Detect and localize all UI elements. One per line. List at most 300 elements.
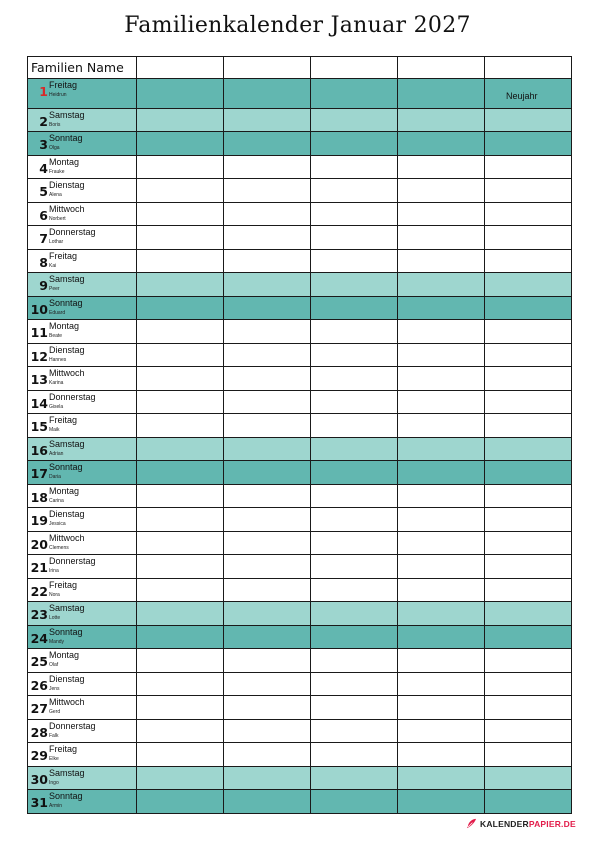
entry-cell[interactable]	[137, 437, 224, 461]
name-day-label: Daria	[49, 474, 61, 480]
entry-cell[interactable]	[485, 508, 572, 532]
entry-cell[interactable]	[224, 602, 311, 626]
name-day-label: Gisela	[49, 403, 64, 410]
weekday-label: Dienstag	[49, 344, 85, 355]
entry-cell[interactable]	[311, 273, 398, 297]
day-number: 21	[30, 560, 48, 575]
day-row	[28, 108, 572, 132]
feather-icon	[466, 818, 477, 829]
brand-logo	[466, 818, 576, 829]
entry-cell[interactable]	[224, 343, 311, 367]
day-label-cell	[28, 437, 137, 461]
header-row	[28, 57, 572, 79]
entry-cell[interactable]	[311, 578, 398, 602]
entry-cell[interactable]	[398, 273, 485, 297]
entry-cell[interactable]	[485, 414, 572, 438]
entry-cell[interactable]	[224, 179, 311, 203]
day-number: 1	[39, 84, 48, 99]
entry-cell[interactable]	[398, 578, 485, 602]
entry-cell[interactable]	[398, 343, 485, 367]
entry-cell[interactable]	[485, 555, 572, 579]
entry-cell[interactable]	[224, 696, 311, 720]
entry-cell[interactable]	[398, 320, 485, 344]
entry-cell[interactable]	[485, 343, 572, 367]
day-label-cell	[28, 132, 137, 156]
entry-cell[interactable]	[224, 578, 311, 602]
entry-cell[interactable]	[485, 696, 572, 720]
entry-cell[interactable]	[485, 273, 572, 297]
entry-cell[interactable]	[311, 743, 398, 767]
name-day-label: Peer	[49, 286, 60, 292]
entry-cell[interactable]	[398, 414, 485, 438]
day-row	[28, 602, 572, 626]
day-row	[28, 461, 572, 485]
entry-cell[interactable]	[311, 484, 398, 508]
day-number: 3	[39, 137, 48, 152]
entry-cell[interactable]	[311, 696, 398, 720]
weekday-label: Sonntag	[49, 791, 83, 801]
entry-cell[interactable]	[485, 602, 572, 626]
entry-cell[interactable]	[485, 179, 572, 203]
entry-cell[interactable]	[137, 367, 224, 391]
day-row	[28, 343, 572, 367]
entry-cell[interactable]	[398, 296, 485, 320]
weekday-label: Freitag	[49, 250, 78, 261]
weekday-label: Dienstag	[49, 180, 85, 190]
entry-cell[interactable]	[137, 202, 224, 226]
entry-cell[interactable]	[311, 155, 398, 179]
name-day-label: Carina	[49, 497, 64, 504]
entry-cell[interactable]	[311, 179, 398, 203]
day-label-cell	[28, 766, 137, 790]
weekday-label: Mittwoch	[49, 697, 85, 707]
entry-cell[interactable]	[224, 508, 311, 532]
weekday-label: Montag	[49, 156, 80, 167]
day-row	[28, 555, 572, 579]
entry-cell[interactable]	[137, 578, 224, 602]
name-day-label: Adrian	[49, 450, 64, 457]
entry-cell[interactable]	[485, 531, 572, 555]
entry-cell[interactable]	[398, 226, 485, 250]
entry-cell[interactable]	[398, 461, 485, 485]
day-label-cell	[28, 155, 137, 179]
entry-cell[interactable]	[137, 249, 224, 273]
weekday-label: Donnerstag	[49, 720, 96, 731]
day-number: 23	[30, 607, 48, 622]
day-number: 22	[30, 583, 48, 599]
day-number: 29	[30, 748, 48, 763]
entry-cell[interactable]	[137, 461, 224, 485]
entry-cell[interactable]	[224, 484, 311, 508]
entry-cell[interactable]	[224, 766, 311, 790]
entry-cell[interactable]	[398, 508, 485, 532]
weekday-label: Samstag	[49, 603, 85, 613]
entry-cell[interactable]	[398, 672, 485, 696]
name-day-label: Karina	[49, 380, 64, 386]
day-number: 17	[30, 466, 48, 481]
entry-cell[interactable]	[137, 343, 224, 367]
day-number: 5	[39, 184, 48, 199]
entry-cell[interactable]	[224, 414, 311, 438]
day-label-cell	[28, 484, 137, 508]
name-day-label: Clemens	[49, 544, 69, 551]
entry-cell[interactable]	[398, 531, 485, 555]
brand-name-part1: KALENDER	[480, 818, 529, 829]
entry-cell[interactable]	[137, 766, 224, 790]
day-row	[28, 484, 572, 508]
entry-cell[interactable]	[224, 555, 311, 579]
day-label-cell	[28, 790, 137, 814]
entry-cell[interactable]	[224, 108, 311, 132]
day-number: 28	[30, 724, 48, 740]
name-day-label: Gerd	[49, 709, 61, 715]
day-number: 20	[30, 536, 48, 552]
entry-cell[interactable]	[224, 531, 311, 555]
entry-cell[interactable]	[311, 249, 398, 273]
day-label-cell	[28, 743, 137, 767]
entry-cell[interactable]	[485, 132, 572, 156]
weekday-label: Montag	[49, 650, 80, 660]
day-row	[28, 414, 572, 438]
day-number: 30	[30, 771, 48, 787]
day-label-cell	[28, 414, 137, 438]
family-member-cell[interactable]	[485, 57, 572, 79]
day-number: 24	[30, 630, 48, 646]
entry-cell[interactable]	[137, 719, 224, 743]
entry-cell[interactable]	[224, 202, 311, 226]
entry-cell[interactable]	[485, 155, 572, 179]
name-day-label: Mandy	[49, 638, 65, 645]
day-row	[28, 249, 572, 273]
day-number: 11	[30, 325, 48, 340]
day-row	[28, 320, 572, 344]
entry-cell[interactable]	[485, 719, 572, 743]
weekday-label: Donnerstag	[49, 227, 96, 237]
entry-cell[interactable]	[398, 602, 485, 626]
entry-cell[interactable]	[137, 790, 224, 814]
entry-cell[interactable]	[224, 320, 311, 344]
entry-cell[interactable]	[485, 578, 572, 602]
entry-cell[interactable]	[485, 625, 572, 649]
entry-cell[interactable]	[311, 79, 398, 109]
day-row	[28, 696, 572, 720]
entry-cell[interactable]	[137, 155, 224, 179]
name-day-label: Heidrun	[49, 92, 67, 98]
entry-cell[interactable]	[311, 649, 398, 673]
entry-cell[interactable]	[224, 226, 311, 250]
entry-cell[interactable]	[224, 273, 311, 297]
day-label-cell	[28, 273, 137, 297]
entry-cell[interactable]	[224, 625, 311, 649]
name-day-label: Boris	[49, 121, 61, 128]
entry-cell[interactable]	[485, 320, 572, 344]
entry-cell[interactable]	[137, 273, 224, 297]
entry-cell[interactable]	[137, 414, 224, 438]
weekday-label: Sonntag	[49, 133, 83, 143]
name-day-label: Maik	[49, 427, 60, 433]
day-label-cell	[28, 226, 137, 250]
entry-cell[interactable]	[398, 766, 485, 790]
name-day-label: Olga	[49, 145, 60, 151]
day-row	[28, 202, 572, 226]
family-member-cell[interactable]	[224, 57, 311, 79]
day-row	[28, 625, 572, 649]
day-number: 8	[39, 254, 48, 270]
calendar-table	[27, 56, 572, 814]
entry-cell[interactable]	[137, 743, 224, 767]
weekday-label: Donnerstag	[49, 391, 96, 402]
day-row	[28, 672, 572, 696]
entry-cell[interactable]	[398, 179, 485, 203]
entry-cell[interactable]	[224, 649, 311, 673]
weekday-label: Freitag	[49, 415, 78, 425]
entry-cell[interactable]	[398, 390, 485, 414]
entry-cell[interactable]	[485, 484, 572, 508]
weekday-label: Samstag	[49, 438, 85, 449]
entry-cell[interactable]	[311, 719, 398, 743]
entry-cell[interactable]	[137, 508, 224, 532]
entry-cell[interactable]	[398, 202, 485, 226]
entry-cell[interactable]	[485, 226, 572, 250]
name-day-label: Elke	[49, 756, 59, 762]
entry-cell[interactable]	[398, 719, 485, 743]
weekday-label: Sonntag	[49, 626, 83, 637]
entry-cell[interactable]	[311, 672, 398, 696]
weekday-label: Sonntag	[49, 297, 83, 308]
name-day-label: Norbert	[49, 215, 66, 222]
entry-cell[interactable]	[137, 649, 224, 673]
entry-cell[interactable]	[224, 367, 311, 391]
weekday-label: Samstag	[49, 274, 85, 284]
family-member-cell[interactable]	[137, 57, 224, 79]
day-label-cell	[28, 602, 137, 626]
entry-cell[interactable]	[485, 766, 572, 790]
entry-cell[interactable]	[398, 649, 485, 673]
entry-cell[interactable]	[398, 696, 485, 720]
day-row	[28, 79, 572, 109]
day-label-cell	[28, 343, 137, 367]
weekday-label: Dienstag	[49, 509, 85, 519]
name-day-label: Nora	[49, 591, 60, 598]
day-label-cell	[28, 179, 137, 203]
entry-cell[interactable]	[311, 508, 398, 532]
day-row	[28, 367, 572, 391]
entry-cell[interactable]	[224, 390, 311, 414]
day-label-cell	[28, 79, 137, 109]
day-row	[28, 273, 572, 297]
name-day-label: Hannes	[49, 356, 67, 363]
day-label-cell	[28, 625, 137, 649]
entry-cell[interactable]	[311, 531, 398, 555]
family-member-cell[interactable]	[311, 57, 398, 79]
day-number: 14	[30, 395, 48, 411]
entry-cell[interactable]	[137, 320, 224, 344]
entry-cell[interactable]	[224, 437, 311, 461]
entry-cell[interactable]	[311, 625, 398, 649]
entry-cell[interactable]	[311, 414, 398, 438]
entry-cell[interactable]	[137, 531, 224, 555]
day-number: 27	[30, 701, 48, 716]
day-label-cell	[28, 719, 137, 743]
entry-cell[interactable]	[398, 249, 485, 273]
entry-cell[interactable]	[311, 461, 398, 485]
entry-cell[interactable]	[485, 296, 572, 320]
entry-cell[interactable]	[137, 625, 224, 649]
day-label-cell	[28, 108, 137, 132]
entry-cell[interactable]	[311, 602, 398, 626]
day-number: 7	[39, 231, 48, 246]
entry-cell[interactable]	[224, 743, 311, 767]
name-day-label: Irina	[49, 568, 59, 574]
name-day-label: Alena	[49, 192, 62, 198]
entry-cell[interactable]	[137, 602, 224, 626]
entry-cell[interactable]	[137, 179, 224, 203]
holiday-note: Neujahr	[485, 79, 572, 109]
entry-cell[interactable]	[485, 437, 572, 461]
entry-cell[interactable]	[311, 343, 398, 367]
entry-cell[interactable]	[398, 367, 485, 391]
weekday-label: Montag	[49, 321, 80, 331]
entry-cell[interactable]	[224, 719, 311, 743]
weekday-label: Donnerstag	[49, 556, 96, 566]
day-number: 13	[30, 372, 48, 387]
entry-cell[interactable]	[485, 672, 572, 696]
entry-cell[interactable]	[224, 79, 311, 109]
weekday-label: Sonntag	[49, 462, 83, 472]
day-row	[28, 508, 572, 532]
day-label-cell	[28, 508, 137, 532]
entry-cell[interactable]	[311, 790, 398, 814]
day-label-cell	[28, 367, 137, 391]
day-label-cell	[28, 578, 137, 602]
day-number: 15	[30, 419, 48, 434]
entry-cell[interactable]	[311, 132, 398, 156]
entry-cell[interactable]	[311, 108, 398, 132]
day-label-cell	[28, 296, 137, 320]
day-label-cell	[28, 249, 137, 273]
entry-cell[interactable]	[224, 672, 311, 696]
day-row	[28, 437, 572, 461]
entry-cell[interactable]	[137, 672, 224, 696]
day-row	[28, 155, 572, 179]
entry-cell[interactable]	[311, 296, 398, 320]
weekday-label: Montag	[49, 485, 80, 496]
entry-cell[interactable]	[311, 367, 398, 391]
entry-cell[interactable]	[398, 437, 485, 461]
day-label-cell	[28, 531, 137, 555]
day-row	[28, 296, 572, 320]
day-row	[28, 649, 572, 673]
entry-cell[interactable]	[137, 226, 224, 250]
entry-cell[interactable]	[311, 202, 398, 226]
entry-cell[interactable]	[224, 461, 311, 485]
weekday-label: Freitag	[49, 744, 78, 754]
entry-cell[interactable]	[398, 555, 485, 579]
entry-cell[interactable]	[224, 249, 311, 273]
day-number: 26	[30, 677, 48, 693]
entry-cell[interactable]	[137, 79, 224, 109]
entry-cell[interactable]	[485, 108, 572, 132]
entry-cell[interactable]	[485, 743, 572, 767]
day-number: 19	[30, 513, 48, 528]
entry-cell[interactable]	[398, 790, 485, 814]
entry-cell[interactable]	[311, 437, 398, 461]
entry-cell[interactable]	[311, 766, 398, 790]
name-day-label: Eduard	[49, 309, 66, 316]
entry-cell[interactable]	[311, 226, 398, 250]
weekday-label: Freitag	[49, 579, 78, 590]
entry-cell[interactable]	[224, 132, 311, 156]
entry-cell[interactable]	[398, 132, 485, 156]
entry-cell[interactable]	[137, 296, 224, 320]
name-day-label: Kai	[49, 262, 57, 269]
entry-cell[interactable]	[485, 367, 572, 391]
entry-cell[interactable]	[224, 790, 311, 814]
brand-name-part2: PAPIER.DE	[528, 818, 576, 829]
entry-cell[interactable]	[311, 390, 398, 414]
day-row	[28, 179, 572, 203]
entry-cell[interactable]	[137, 132, 224, 156]
name-day-label: Olaf	[49, 662, 59, 668]
entry-cell[interactable]	[398, 155, 485, 179]
entry-cell[interactable]	[311, 555, 398, 579]
day-number: 6	[39, 207, 48, 223]
day-number: 12	[30, 348, 48, 364]
day-label-cell	[28, 672, 137, 696]
day-label-cell	[28, 555, 137, 579]
entry-cell[interactable]	[485, 202, 572, 226]
day-number: 18	[30, 489, 48, 505]
entry-cell[interactable]	[137, 696, 224, 720]
day-number: 25	[30, 654, 48, 669]
day-row	[28, 790, 572, 814]
entry-cell[interactable]	[398, 625, 485, 649]
name-day-label: Lotte	[49, 615, 61, 621]
day-row	[28, 531, 572, 555]
day-row	[28, 132, 572, 156]
entry-cell[interactable]	[485, 461, 572, 485]
entry-cell[interactable]	[485, 249, 572, 273]
day-number: 4	[39, 160, 48, 176]
page-title: Familienkalender Januar 2027	[124, 13, 471, 38]
entry-cell[interactable]	[485, 390, 572, 414]
entry-cell[interactable]	[137, 555, 224, 579]
day-label-cell	[28, 390, 137, 414]
name-day-label: Jessica	[49, 521, 66, 527]
weekday-label: Dienstag	[49, 673, 85, 684]
entry-cell[interactable]	[398, 743, 485, 767]
entry-cell[interactable]	[398, 79, 485, 109]
weekday-label: Mittwoch	[49, 532, 85, 543]
entry-cell[interactable]	[485, 790, 572, 814]
day-number: 10	[30, 301, 48, 317]
entry-cell[interactable]	[398, 108, 485, 132]
entry-cell[interactable]	[137, 390, 224, 414]
entry-cell[interactable]	[137, 484, 224, 508]
entry-cell[interactable]	[224, 155, 311, 179]
entry-cell[interactable]	[224, 296, 311, 320]
family-name-label: Familien Name	[28, 57, 137, 79]
weekday-label: Mittwoch	[49, 203, 85, 214]
family-member-cell[interactable]	[398, 57, 485, 79]
entry-cell[interactable]	[311, 320, 398, 344]
entry-cell[interactable]	[398, 484, 485, 508]
entry-cell[interactable]	[137, 108, 224, 132]
day-row	[28, 719, 572, 743]
entry-cell[interactable]	[485, 649, 572, 673]
day-number: 31	[30, 795, 48, 810]
name-day-label: Frauke	[49, 168, 65, 175]
